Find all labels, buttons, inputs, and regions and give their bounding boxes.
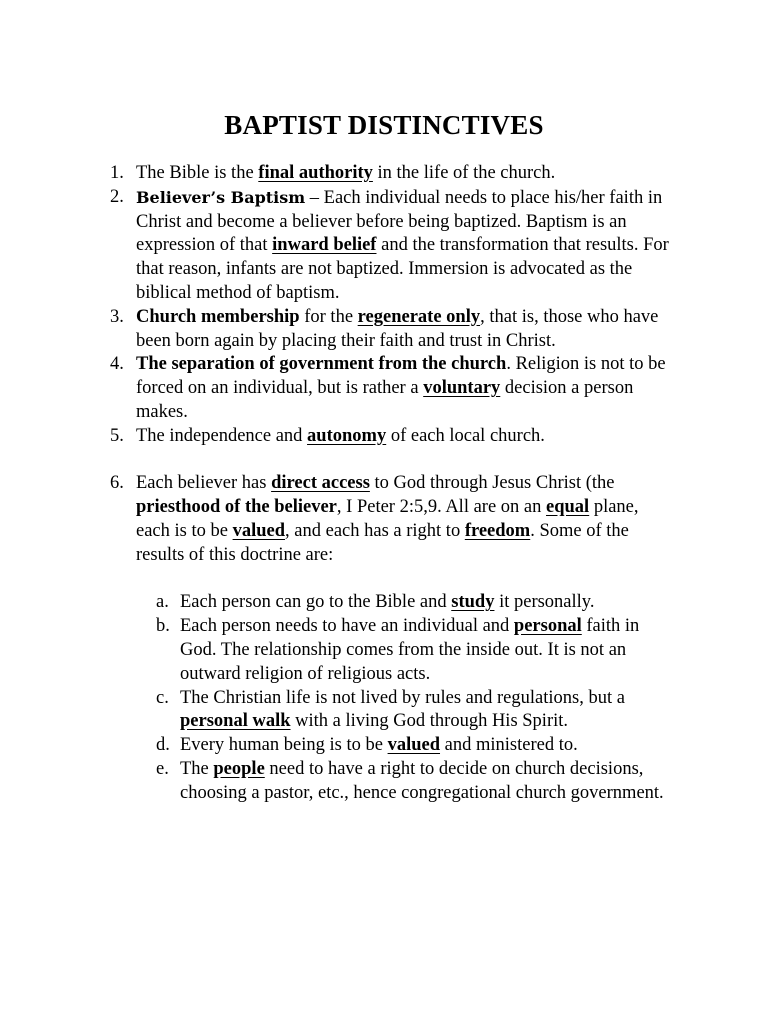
text-run: for the bbox=[299, 306, 358, 327]
sublist-marker: e. bbox=[156, 758, 169, 779]
emphasized-term: regenerate only bbox=[357, 306, 481, 327]
emphasized-term: voluntary bbox=[423, 378, 501, 399]
list-item bbox=[110, 353, 670, 424]
page-title: BAPTIST DISTINCTIVES bbox=[224, 110, 544, 140]
emphasized-term: equal bbox=[546, 497, 590, 518]
text-run: The bbox=[180, 758, 214, 779]
spacer bbox=[110, 568, 670, 592]
sublist-item bbox=[136, 615, 670, 686]
text-run: Each believer has bbox=[136, 473, 272, 494]
text-run: faith in God. The relationship comes from the inside out. It is not an outward religion of religious acts. bbox=[180, 616, 640, 684]
sublist-item bbox=[136, 734, 670, 758]
list-marker: 3. bbox=[110, 306, 124, 327]
list-item bbox=[110, 162, 670, 186]
list-marker: 2. bbox=[110, 186, 124, 207]
sublist-marker: c. bbox=[156, 687, 169, 708]
list-marker: 6. bbox=[110, 473, 124, 494]
emphasized-term: inward belief bbox=[272, 235, 377, 256]
emphasized-term: personal bbox=[513, 616, 582, 637]
text-run: , that is, those who have been born again by placing their faith and trust in Christ. bbox=[136, 306, 659, 351]
text-run: . Religion is not to be forced on an individual, but is rather a bbox=[136, 354, 666, 399]
emphasized-term: personal walk bbox=[180, 711, 291, 732]
text-run: need to have a right to decide on church decisions, choosing a pastor, etc., hence congregational church government. bbox=[180, 758, 664, 803]
text-run: decision a person makes. bbox=[136, 378, 634, 422]
text-run: , and each has a right to bbox=[285, 520, 465, 541]
text-run: Each person needs to have an individual and bbox=[180, 616, 514, 637]
sublist-marker: b. bbox=[156, 616, 170, 637]
text-run: and ministered to. bbox=[440, 735, 578, 756]
text-run: with a living God through His Spirit. bbox=[290, 711, 569, 732]
list-item bbox=[110, 472, 670, 567]
sublist-item bbox=[136, 687, 670, 735]
bold-term: priesthood of the believer bbox=[136, 497, 337, 518]
list-item bbox=[110, 186, 670, 306]
sublist-item bbox=[136, 758, 670, 806]
text-run: – Each individual needs to place his/her faith in Christ and become a believer before being baptized. Baptism is an expression of that bbox=[136, 187, 663, 256]
text-run: it personally. bbox=[494, 592, 595, 613]
emphasized-term: autonomy bbox=[307, 425, 387, 446]
emphasized-term: direct access bbox=[271, 473, 370, 494]
numbered-list bbox=[110, 162, 670, 568]
sublist-marker: d. bbox=[156, 735, 170, 756]
emphasized-term: valued bbox=[232, 520, 286, 541]
document-body bbox=[110, 162, 670, 806]
text-run: The independence and bbox=[136, 425, 308, 446]
sublist-item bbox=[136, 591, 670, 615]
text-run: to God through Jesus Christ (the bbox=[369, 473, 615, 494]
text-run: of each local church. bbox=[386, 425, 545, 446]
emphasized-term: valued bbox=[387, 735, 441, 756]
emphasized-term: people bbox=[213, 758, 265, 779]
text-run: Each person can go to the Bible and bbox=[180, 592, 452, 613]
text-run: Every human being is to be bbox=[180, 735, 388, 756]
text-run: in the life of the church. bbox=[372, 163, 556, 183]
emphasized-term: final authority bbox=[258, 163, 373, 183]
list-marker: 1. bbox=[110, 163, 124, 183]
bold-term: The separation of government from the church bbox=[136, 354, 507, 375]
list-marker: 4. bbox=[110, 354, 124, 375]
sublist-marker: a. bbox=[156, 592, 169, 613]
text-run: , I Peter 2:5,9. All are on an bbox=[336, 497, 547, 518]
spacer bbox=[110, 449, 670, 473]
lettered-sublist bbox=[136, 591, 670, 805]
emphasized-term: study bbox=[451, 592, 495, 613]
text-run: and the transformation that results. For that reason, infants are not baptized. Immersion is advocated as the biblical method of baptism. bbox=[136, 235, 669, 303]
bold-term: Church membership bbox=[136, 306, 300, 327]
emphasized-term: freedom bbox=[464, 520, 531, 541]
text-run: plane, each is to be bbox=[136, 497, 639, 541]
list-item bbox=[110, 425, 670, 449]
list-item bbox=[110, 306, 670, 354]
bold-term: Believer’s Baptism bbox=[136, 187, 306, 207]
list-marker: 5. bbox=[110, 425, 124, 446]
text-run: The Bible is the bbox=[136, 163, 259, 183]
text-run: . Some of the results of this doctrine are: bbox=[136, 520, 629, 565]
text-run: The Christian life is not lived by rules and regulations, but a bbox=[180, 687, 625, 708]
